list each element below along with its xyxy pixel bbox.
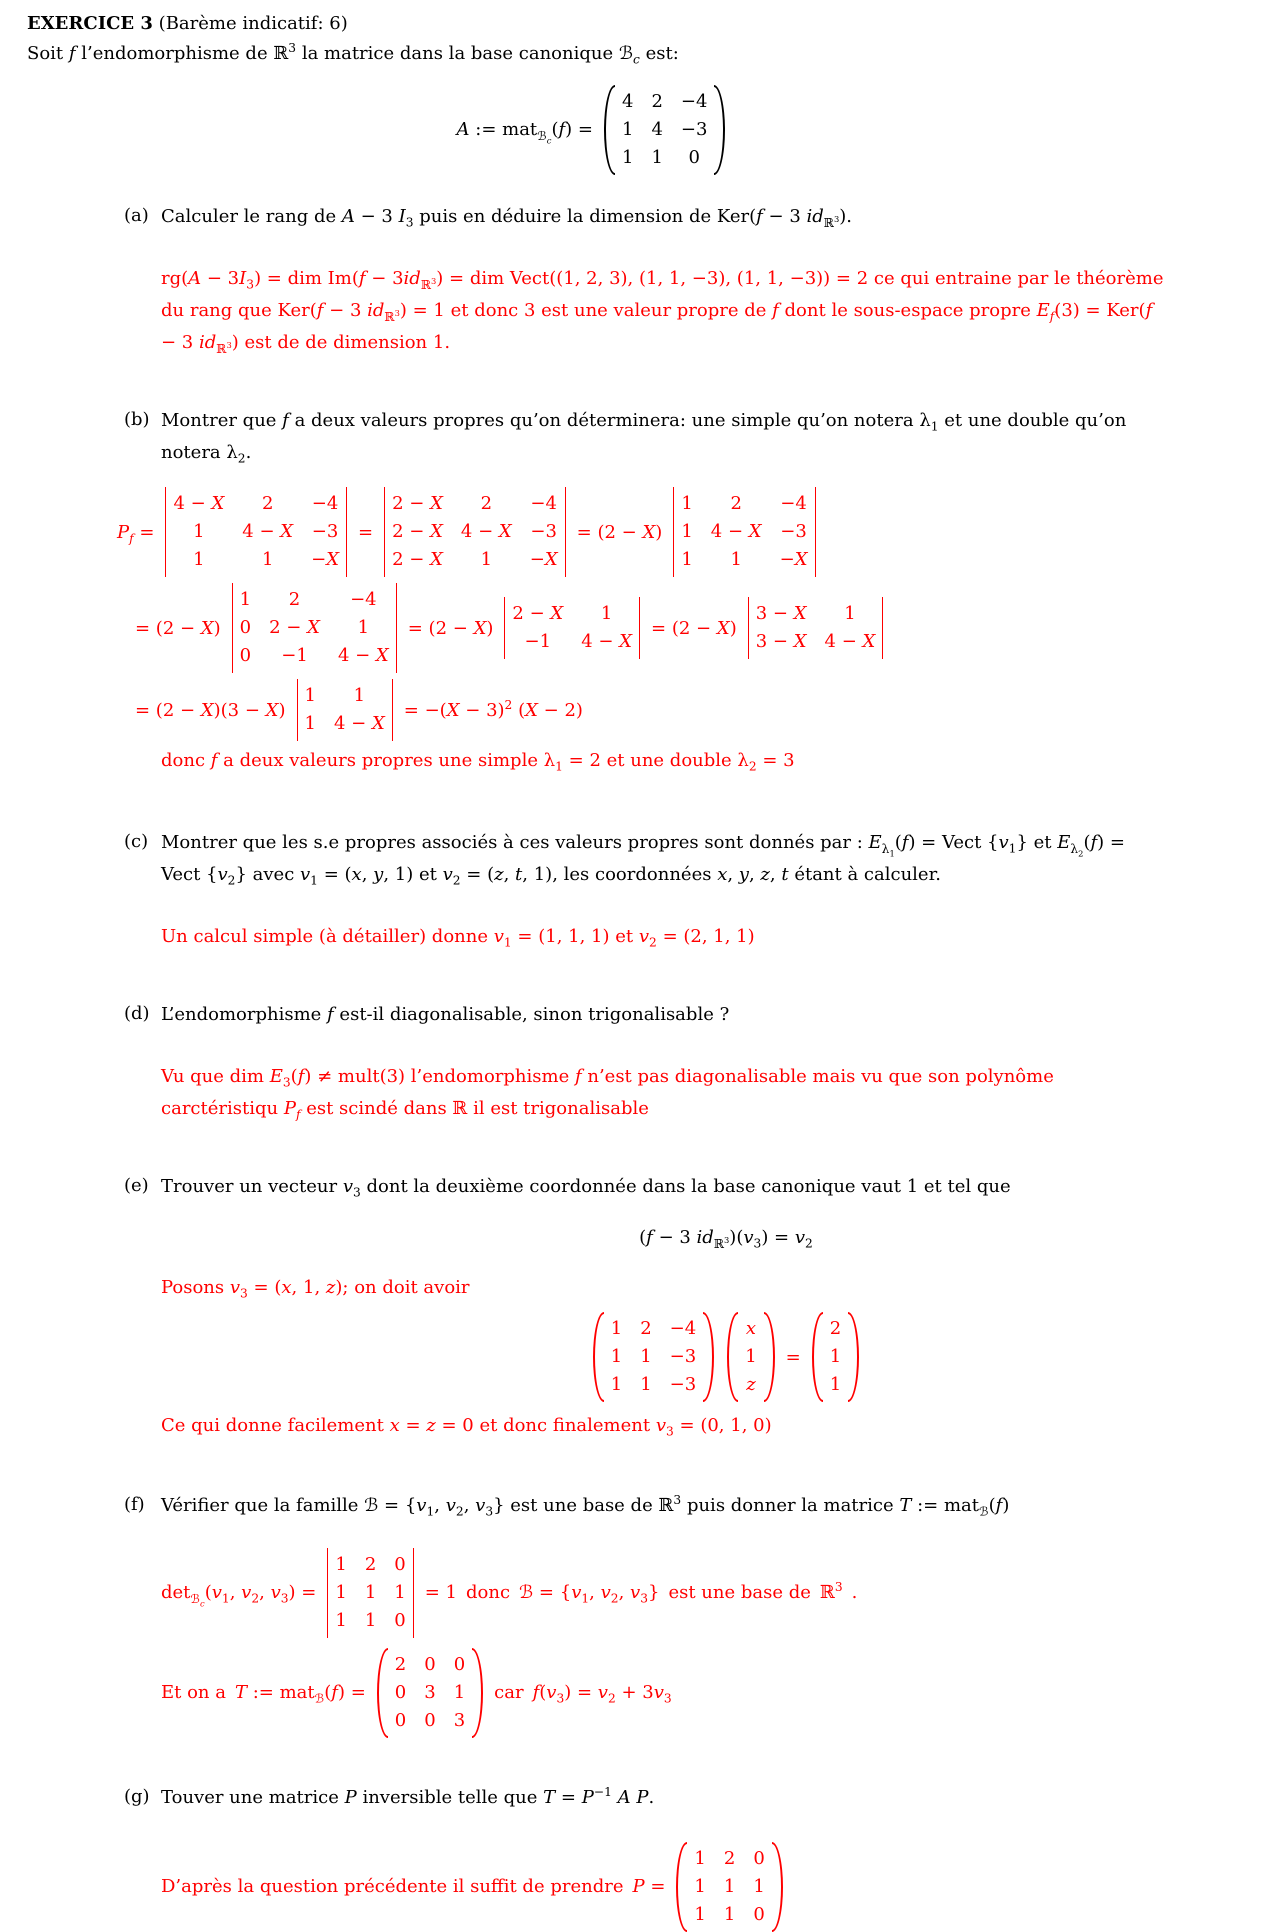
matrix-cell: 3 (424, 1682, 436, 1703)
matrix-cell: 4 (621, 91, 634, 112)
matrix-cell: −3 (669, 1374, 697, 1395)
matrix-cell: 1 (745, 1346, 757, 1367)
matrix-grid (674, 487, 814, 577)
math-expression: $\lambda_2$ (226, 442, 246, 466)
answer-d: Vu que dim $E_3(f)$ ≠ mult(3) l’endomorphisme f n’est pas diagonalisable mais vu que son polynôme carctéristiqu $P_f$ est scindé dans ℝ il est trigonalisable (161, 1066, 1054, 1122)
matrix-cell: 1 (364, 1610, 377, 1631)
math-expression: A := mat$_{ℬ_c}$(f) = (456, 119, 593, 146)
matrix-cell: 2 (730, 493, 742, 514)
matrix-cell: 1 (723, 1904, 736, 1925)
matrix-cell: −4 (780, 493, 807, 514)
math-expression: $E_{\lambda_1}(f)$ = Vect $\{v_1\}$ (868, 832, 1028, 859)
matrix-cell: 2 (394, 1654, 407, 1675)
matrix-cell: −3 (530, 521, 557, 542)
matrix-cell: 4 − X (710, 521, 762, 542)
answer-f-determinant: $\det_{ℬ_c}(v_1$, $v_2$, $v_3$) = 1 2 0 1 1 1 1 1 0 = 1 donc ℬ = {$v_1$, $v_2$, $v_3$} est une base de ℝ$^3$ . (161, 1548, 1169, 1638)
matrix-cell: 1 (694, 1848, 706, 1869)
math-expression: f (68, 43, 76, 64)
matrix-cell: 2 (364, 1554, 377, 1575)
matrix-cell: 3 (453, 1710, 466, 1731)
matrix-cell: z (746, 1374, 756, 1395)
matrix-cell: 2 (829, 1318, 842, 1339)
paren-matrix (727, 1312, 774, 1402)
matrix-cell: −3 (680, 119, 708, 140)
math-expression: = (358, 521, 374, 543)
math-expression: f (574, 1066, 582, 1087)
math-expression: T := mat$_ℬ$(f) = (234, 1682, 366, 1706)
matrix-cell: 1 (694, 1876, 706, 1897)
determinant-matrix (165, 487, 347, 577)
matrix-cell: 1 (357, 617, 370, 638)
item-e-label: (e) (124, 1175, 149, 1196)
item-g (124, 1782, 1264, 1932)
answer-a: $rg(A - 3I_3)$ = dim $Im(f - 3id_{ℝ^3})$ = dim Vect((1, 2, 3), (1, 1, −3), (1, 1, −3)) = 2 ce qui entraine par le théorème du rang que Ker(f − 3 $id_{ℝ^3}) = 1$ et donc 3 est une valeur propre de f dont le sous-espace propre $E_f(3) = Ker(f - 3$ $id_{ℝ^3}$) est de de dimension 1. (161, 268, 1164, 356)
math-expression: f (772, 300, 779, 321)
math-expression: = (785, 1346, 801, 1368)
matrix-cell: 0 (424, 1654, 436, 1675)
math-expression: ℝ$^3$ (273, 41, 297, 64)
paren-matrix (604, 85, 725, 175)
determinant-matrix (504, 597, 640, 659)
matrix-right-delimiter (565, 487, 566, 577)
matrix-cell: 1 (353, 685, 366, 706)
matrix-grid (749, 597, 883, 659)
matrix-cell: 1 (193, 521, 205, 542)
matrix-grid (166, 487, 346, 577)
matrix-cell: −X (529, 549, 558, 570)
matrix-cell: 1 (681, 521, 693, 542)
matrix-cell: 4 − X (581, 631, 633, 652)
math-expression: = (2 − X) (407, 617, 494, 639)
determinant-matrix (327, 1548, 413, 1638)
matrix-cell: −3 (311, 521, 339, 542)
math-expression: $f(v_3) = v_2 + 3v_3$ (532, 1682, 672, 1706)
matrix-left-delimiter (593, 1312, 604, 1402)
matrix-grid (604, 1312, 703, 1402)
matrix-cell: 0 (688, 147, 700, 168)
matrix-cell: 1 (730, 549, 742, 570)
math-expression: Ker(f − 3 $id_{ℝ^3}$) (716, 206, 847, 230)
math-expression: $T = P^{-1}$ A P (543, 1785, 649, 1808)
matrix-grid (823, 1312, 848, 1402)
matrix-cell: 1 (304, 713, 316, 734)
matrix-cell: −4 (350, 589, 377, 610)
matrix-cell: 4 (651, 119, 663, 140)
matrix-cell: 1 (335, 1582, 347, 1603)
matrix-cell: −3 (669, 1346, 697, 1367)
matrix-cell: 1 (651, 147, 663, 168)
matrix-right-delimiter (392, 679, 393, 741)
math-expression: dim $E_3(f)$ ≠ mult(3) (229, 1066, 406, 1090)
matrix-cell: 0 (753, 1848, 765, 1869)
matrix-cell: −X (779, 549, 808, 570)
answer-f-matrix-T: Et on a T := mat$_ℬ$(f) = 2 0 0 0 3 1 0 0 3 car $f(v_3) = v_2 + 3v_3$ (161, 1648, 1169, 1738)
math-expression: $\det_{ℬ_c}(v_1$, $v_2$, $v_3$) = (161, 1582, 317, 1609)
math-expression: = (2 − X) (651, 617, 737, 639)
math-expression: f (210, 750, 218, 771)
matrix-cell: 0 (239, 617, 252, 638)
paren-matrix (812, 1312, 859, 1402)
matrix-cell: 1 (610, 1346, 623, 1367)
math-expression: $E_{\lambda_2}(f)$ = Vect $\{v_2\}$ (161, 832, 1125, 888)
item-f-label: (f) (124, 1494, 145, 1515)
matrix-cell: 1 (335, 1554, 347, 1575)
matrix-cell: 1 (829, 1374, 842, 1395)
math-expression: (f − 3 $id_{ℝ^3})(v_3) = v_2$ (639, 1227, 813, 1251)
question-c: Montrer que les s.e propres associés à ces valeurs propres sont donnés par : $E_{\lambda_1}(f)$ = Vect $\{v_1\}$ et $E_{\lambda_2}(f)$ = Vect $\{v_2\}$ avec $v_1 = (x$, y, 1) et $v_2 = (z$, t, 1), les coordonnées x, y, z, t étant à calculer. (161, 832, 1125, 888)
math-expression: $\lambda_1$ (919, 410, 939, 434)
matrix-cell: 4 − X (337, 645, 389, 666)
matrix-cell: 2 − X (392, 549, 443, 570)
math-expression: $\lambda_2 = 3$ (737, 750, 795, 774)
math-expression: $v_3 = (0$, 1, 0) (655, 1415, 772, 1439)
answer-c: Un calcul simple (à détailler) donne $v_1 = (1$, 1, 1) et $v_2 = (2$, 1, 1) (161, 926, 755, 950)
matrix-grid (233, 583, 396, 673)
math-expression: x, y, z, t (717, 864, 789, 885)
math-expression: f (327, 1004, 334, 1025)
matrix-right-delimiter (639, 597, 640, 659)
matrix-cell: 2 (640, 1318, 652, 1339)
matrix-cell: 1 (723, 1876, 736, 1897)
matrix-right-delimiter (703, 1312, 714, 1402)
matrix-cell: 4 − X (824, 631, 876, 652)
question-g: Touver une matrice P inversible telle que $T = P^{-1}$ A P. (161, 1785, 655, 1808)
matrix-A-equation-row (27, 67, 1157, 187)
matrix-grid (687, 1842, 771, 1932)
matrix-cell: 1 (261, 549, 274, 570)
math-expression: $v_1 = (x$, y, 1) (300, 864, 414, 888)
matrix-cell: −4 (530, 493, 557, 514)
question-d: L’endomorphisme f est-il diagonalisable, sinon trigonalisable ? (161, 1004, 730, 1025)
answer-g: D’après la question précédente il suffit de prendre P = 1 2 0 1 1 1 1 1 0 (161, 1842, 1169, 1932)
math-expression: $v_2 = (z$, t, 1) (442, 864, 553, 888)
determinant-matrix (297, 679, 393, 741)
math-expression: $v_3 = (x$, 1, z) (229, 1277, 343, 1301)
math-expression: ℬ$_c$ (618, 43, 640, 67)
matrix-left-delimiter (604, 85, 615, 175)
matrix-grid (385, 487, 565, 577)
matrix-cell: −4 (669, 1318, 697, 1339)
math-expression: $v_2 = (2$, 1, 1) (638, 926, 755, 950)
derivation-line-2 (135, 583, 1169, 673)
matrix-cell: 4 − X (460, 521, 512, 542)
matrix-cell: 1 (610, 1318, 623, 1339)
math-expression: $P_f$ (283, 1098, 301, 1122)
math-expression: A − 3 $I_3$ (341, 206, 414, 230)
matrix-cell: 2 (651, 91, 663, 112)
matrix-cell: −4 (311, 493, 339, 514)
math-expression: P = (632, 1876, 666, 1897)
matrix-cell: 1 (640, 1346, 652, 1367)
matrix-left-delimiter (727, 1312, 738, 1402)
matrix-cell: 1 (453, 1682, 466, 1703)
math-expression: = (2 − X) (135, 617, 221, 639)
matrix-cell: 0 (394, 1610, 406, 1631)
matrix-cell: 0 (394, 1554, 406, 1575)
matrix-A-equation (457, 85, 728, 175)
matrix-right-delimiter (714, 85, 725, 175)
matrix-cell: 1 (193, 549, 205, 570)
math-expression: = (2 − X)(3 − X) (135, 699, 286, 721)
math-expression: f (282, 410, 289, 431)
paren-matrix (676, 1842, 782, 1932)
matrix-cell: 1 (681, 549, 693, 570)
item-d-label: (d) (124, 1003, 150, 1024)
math-expression: P (344, 1787, 357, 1808)
matrix-cell: 2 − X (269, 617, 320, 638)
math-expression: x = z = 0 (389, 1415, 474, 1436)
matrix-cell: 0 (394, 1710, 407, 1731)
question-a: Calculer le rang de A − 3 $I_3$ puis en déduire la dimension de Ker(f − 3 $id_{ℝ^3}$). (161, 206, 853, 230)
matrix-right-delimiter (882, 597, 883, 659)
derivation-line-1 (117, 487, 1169, 577)
matrix-cell: 1 (621, 119, 634, 140)
matrix-cell: −1 (524, 631, 552, 652)
matrix-cell: 4 − X (333, 713, 385, 734)
conclusion-b: donc f a deux valeurs propres une simple $\lambda_1 = 2$ et une double $\lambda_2 = 3$ (161, 750, 795, 774)
matrix-right-delimiter (772, 1842, 783, 1932)
matrix-cell: 1 (394, 1582, 406, 1603)
matrix-cell: 2 (261, 493, 274, 514)
matrix-grid (298, 679, 392, 741)
math-expression: ℬ = {$v_1$, $v_2$, $v_3$} (364, 1495, 505, 1519)
math-expression: Ker(f − 3 $id_{ℝ^3}) = 1$ (277, 300, 445, 324)
matrix-cell: −1 (281, 645, 308, 666)
matrix-right-delimiter (815, 487, 816, 577)
matrix-grid (505, 597, 639, 659)
matrix-right-delimiter (764, 1312, 775, 1402)
matrix-cell: 2 (480, 493, 493, 514)
matrix-right-delimiter (848, 1312, 859, 1402)
matrix-left-delimiter (377, 1648, 388, 1738)
math-expression: ℝ$^3$ (819, 1580, 843, 1603)
matrix-cell: 1 (600, 603, 613, 624)
item-g-label: (g) (124, 1786, 150, 1807)
exercise-title: EXERCICE 3 (Barème indicatif: 6) (27, 13, 348, 34)
answer-e-matrix-row (161, 1304, 1264, 1402)
matrix-cell: 0 (394, 1682, 407, 1703)
matrix-cell: 1 (829, 1346, 842, 1367)
math-expression: ℬ = {$v_1$, $v_2$, $v_3$} (519, 1582, 660, 1606)
matrix-cell: 1 (694, 1904, 706, 1925)
matrix-cell: 1 (480, 549, 493, 570)
derivation-line-3 (135, 679, 1169, 741)
matrix-grid (388, 1648, 472, 1738)
answer-e-conclusion: Ce qui donne facilement x = z = 0 et donc finalement $v_3 = (0$, 1, 0) (161, 1415, 772, 1439)
matrix-grid (328, 1548, 412, 1638)
matrix-right-delimiter (396, 583, 397, 673)
matrix-cell: 3 − X (755, 631, 807, 652)
math-expression: $P_f$ = (117, 521, 155, 546)
equation-e-row (161, 1203, 1264, 1251)
matrix-cell: 1 (304, 685, 316, 706)
matrix-cell: 1 (610, 1374, 623, 1395)
item-b-label: (b) (124, 409, 150, 430)
answer-e-setup: Posons $v_3 = (x$, 1, z); on doit avoir (161, 1277, 470, 1301)
item-c-label: (c) (124, 831, 149, 852)
matrix-cell: 1 (239, 589, 252, 610)
matrix-cell: −4 (680, 91, 708, 112)
matrix-cell: 1 (681, 493, 693, 514)
matrix-cell: 4 − X (173, 493, 225, 514)
item-c (124, 827, 1264, 953)
matrix-cell: x (745, 1318, 757, 1339)
matrix-cell: 0 (239, 645, 252, 666)
determinant-matrix (673, 487, 815, 577)
math-expression: = $-(X - 3)^2$ (X − 2) (403, 697, 583, 721)
matrix-cell: 2 − X (392, 521, 443, 542)
determinant-matrix (748, 597, 884, 659)
matrix-cell: 4 − X (242, 521, 294, 542)
item-d (124, 999, 1264, 1125)
matrix-cell: 1 (364, 1582, 377, 1603)
paren-matrix (593, 1312, 714, 1402)
matrix-cell: 2 (723, 1848, 736, 1869)
math-expression: $\lambda_1 = 2$ (543, 750, 601, 774)
bold-text: EXERCICE 3 (27, 13, 153, 34)
question-f: Vérifier que la famille ℬ = {$v_1$, $v_2$, $v_3$} est une base de ℝ$^3$ puis donner la matrice T := mat$_ℬ$(f) (161, 1493, 1010, 1519)
matrix-left-delimiter (676, 1842, 687, 1932)
item-e (124, 1171, 1264, 1442)
math-expression: = 1 (424, 1582, 457, 1603)
determinant-matrix (384, 487, 566, 577)
question-b: Montrer que f a deux valeurs propres qu’on déterminera: une simple qu’on notera $\lambda_1$ et une double qu’on notera $\lambda_2$. (161, 410, 1127, 466)
matrix-cell: 1 (844, 603, 856, 624)
math-expression: ℝ (452, 1098, 468, 1119)
question-e: Trouver un vecteur $v_3$ dont la deuxième coordonnée dans la base canonique vaut 1 et tel que (161, 1176, 1011, 1200)
matrix-right-delimiter (413, 1548, 414, 1638)
matrix-cell: 2 (288, 589, 301, 610)
paren-matrix (377, 1648, 483, 1738)
matrix-cell: 2 − X (512, 603, 564, 624)
matrix-cell: 1 (753, 1876, 765, 1897)
matrix-cell: 1 (335, 1610, 347, 1631)
math-expression: $rg(A - 3I_3)$ = dim $Im(f - 3id_{ℝ^3})$ = dim Vect((1, 2, 3), (1, 1, −3), (1, 1, −3)) = 2 (161, 268, 869, 292)
matrix-cell: 0 (424, 1710, 436, 1731)
matrix-cell: 3 − X (755, 603, 807, 624)
matrix-right-delimiter (346, 487, 347, 577)
matrix-cell: 0 (453, 1654, 466, 1675)
matrix-grid (615, 85, 714, 175)
item-a-label: (a) (124, 205, 149, 226)
matrix-cell: 1 (640, 1374, 652, 1395)
matrix-cell: 2 − X (392, 493, 443, 514)
equation-e (639, 1227, 813, 1251)
matrix-cell: 1 (621, 147, 634, 168)
math-expression: $v_3$ (342, 1176, 361, 1200)
matrix-cell: −X (311, 549, 340, 570)
matrix-right-delimiter (472, 1648, 483, 1738)
answer-e-matrix-equation (591, 1312, 861, 1402)
matrix-cell: −3 (780, 521, 807, 542)
math-expression: T := mat$_ℬ$(f) (899, 1495, 1010, 1519)
matrix-grid (738, 1312, 763, 1402)
item-a (124, 201, 1264, 359)
math-expression: $v_1 = (1$, 1, 1) (493, 926, 610, 950)
math-expression: $E_f(3) = Ker(f - 3$ $id_{ℝ^3}$) (161, 300, 1153, 356)
item-b (117, 405, 1264, 777)
intro-text: Soit f l’endomorphisme de ℝ$^3$ la matrice dans la base canonique ℬ$_c$ est: (27, 41, 679, 67)
determinant-matrix (232, 583, 397, 673)
matrix-left-delimiter (812, 1312, 823, 1402)
matrix-cell: 0 (753, 1904, 765, 1925)
math-expression: ℝ$^3$ (658, 1493, 682, 1516)
math-expression: = (2 − X) (576, 521, 663, 543)
